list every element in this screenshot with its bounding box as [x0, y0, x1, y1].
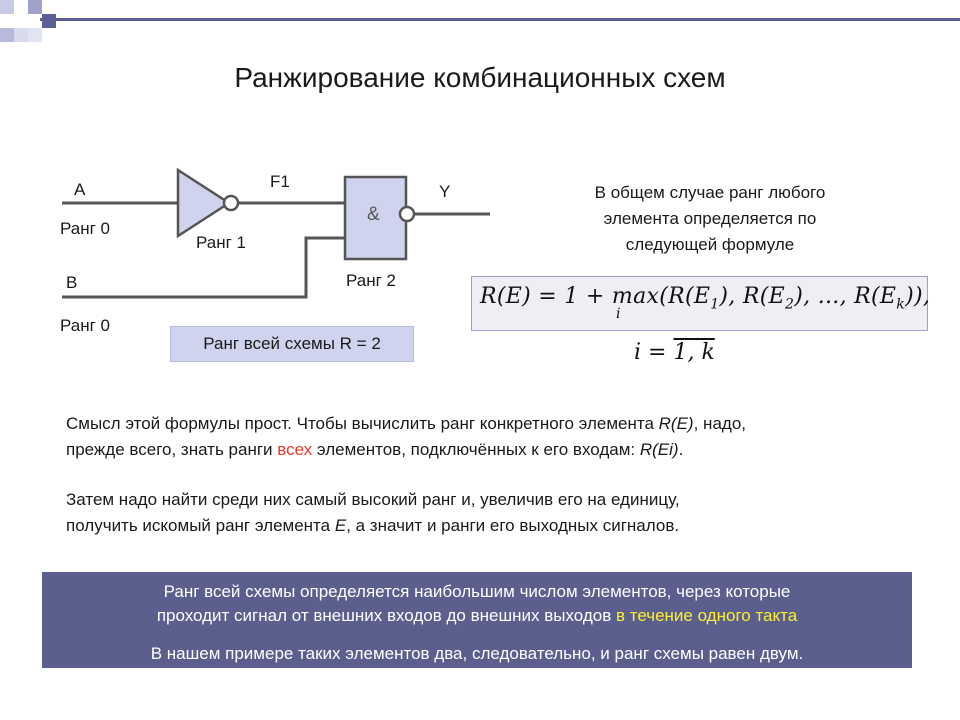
not-gate-body — [178, 170, 229, 236]
paragraph-2 — [66, 487, 926, 539]
text: Затем надо найти среди них самый высокий ранг и, увеличив его на единицу, — [66, 490, 680, 509]
paragraph-1 — [66, 411, 926, 463]
summary-box — [42, 572, 912, 668]
summary-line-1: Ранг всей схемы определяется наибольшим числом элементов, через которые — [163, 582, 791, 601]
input-b-label: B — [66, 273, 78, 292]
formula-intro-line-2: элемента определяется по — [603, 209, 817, 228]
index-range — [634, 340, 715, 365]
formula-part: ), ..., R(E — [794, 284, 897, 309]
index-range-value: 1, k — [673, 340, 715, 365]
formula-intro-line-1: В общем случае ранг любого — [594, 183, 826, 202]
summary-text — [42, 580, 912, 628]
formula-part: ), R(E — [719, 284, 785, 309]
text: Смысл этой формулы прост. Чтобы вычислить ранг конкретного элемента — [66, 414, 659, 433]
input-b-rank: Ранг 0 — [60, 316, 110, 335]
formula-part: R(E) = 1 + max(R(E — [480, 284, 711, 309]
text: элементов, подключённых к его входам: — [312, 440, 640, 459]
summary-line-2: проходит сигнал от внешних входов до внешних выходов — [156, 606, 616, 625]
summary-line-3: В нашем примере таких элементов два, следовательно, и ранг схемы равен двум. — [150, 644, 804, 663]
and-symbol: & — [367, 204, 380, 225]
highlight-all: всех — [277, 440, 313, 459]
rank-formula — [480, 284, 930, 312]
formula-intro — [540, 180, 880, 258]
input-a-rank: Ранг 0 — [60, 219, 110, 238]
rei-term: R(Ei) — [639, 440, 679, 459]
scheme-rank-box: Ранг всей схемы R = 2 — [170, 326, 414, 362]
f1-label: F1 — [270, 172, 290, 191]
slide-title: Ранжирование комбинационных схем — [234, 62, 726, 93]
text: , надо, — [693, 414, 746, 433]
input-a-label: A — [74, 180, 86, 199]
formula-part: )), — [905, 284, 931, 309]
text: , а значит и ранги его выходных сигналов. — [346, 516, 680, 535]
text: . — [678, 440, 684, 459]
text: получить искомый ранг элемента — [66, 516, 335, 535]
summary-highlight: в течение одного такта — [615, 606, 798, 625]
formula-sub-k: k — [896, 296, 906, 313]
re-term: R(E) — [658, 414, 694, 433]
text: прежде всего, знать ранги — [66, 440, 278, 459]
not-gate-bubble — [224, 196, 238, 210]
y-label: Y — [439, 182, 451, 201]
formula-sub-1: 1 — [710, 296, 720, 313]
formula-intro-line-3: следующей формуле — [625, 235, 795, 254]
and-gate-bubble — [400, 207, 414, 221]
e-term: E — [334, 516, 347, 535]
not-gate-rank: Ранг 1 — [196, 233, 246, 252]
and-gate-rank: Ранг 2 — [346, 271, 396, 290]
formula-max-index: i — [616, 306, 621, 322]
index-prefix: i = — [634, 340, 674, 365]
formula-sub-2: 2 — [785, 296, 795, 313]
